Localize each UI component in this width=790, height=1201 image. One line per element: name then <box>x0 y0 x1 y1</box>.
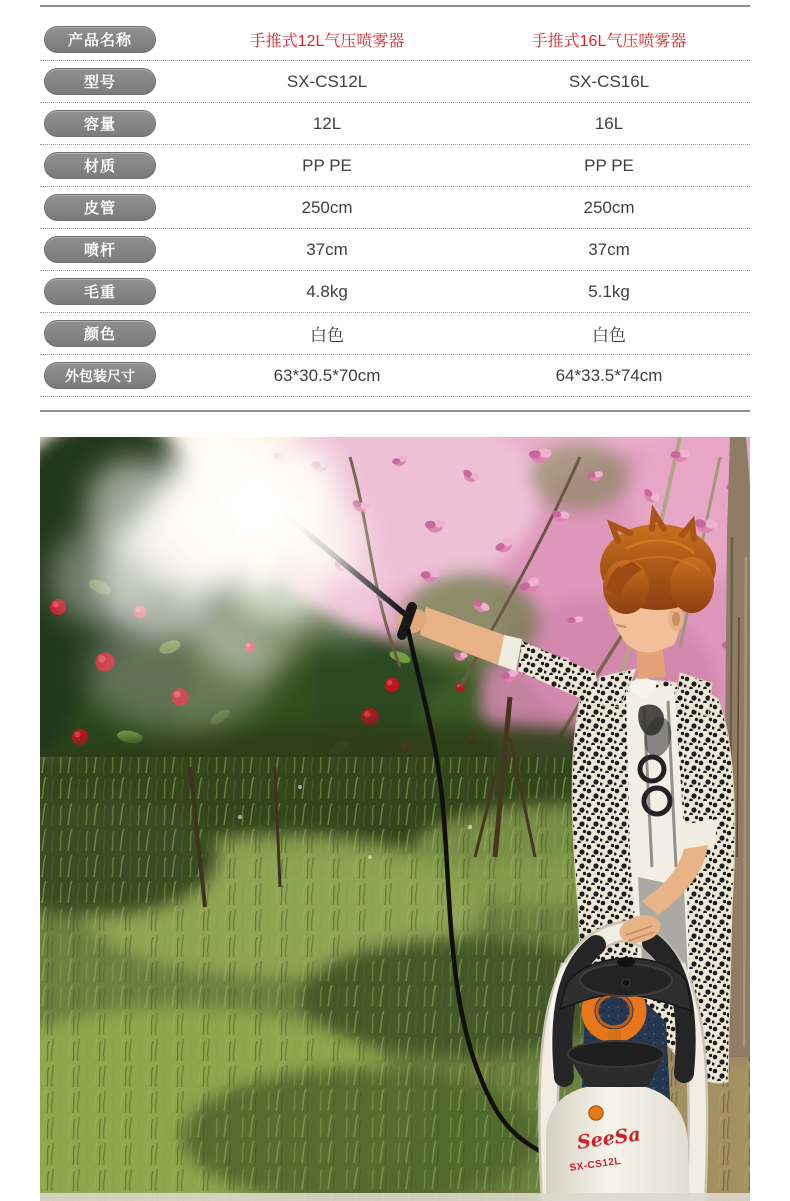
spec-row <box>40 61 750 103</box>
photo-bottom-edge <box>40 1193 750 1201</box>
sprayer-brand-text: SeeSa <box>575 1123 643 1154</box>
tank-orange-cap <box>589 1106 603 1120</box>
spec-value-col2: 250cm <box>583 197 635 217</box>
spec-label-badge: 产品名称 <box>44 26 156 53</box>
spec-row <box>40 103 750 145</box>
spec-row <box>40 19 750 61</box>
spec-value-col1: PP PE <box>302 155 352 175</box>
spec-value-col2: 37cm <box>588 239 630 259</box>
sprayer-model-text: SX-CS12L <box>568 1155 622 1174</box>
spec-label-badge: 皮管 <box>44 194 156 221</box>
spec-value-col2: 白色 <box>592 326 626 345</box>
spec-row <box>40 355 750 397</box>
spec-row <box>40 187 750 229</box>
spec-value-col2: 手推式16L气压喷雾器 <box>531 33 687 50</box>
spec-label-badge: 容量 <box>44 110 156 137</box>
spec-value-col1: 37cm <box>306 239 348 259</box>
spec-value-col2: SX-CS16L <box>568 71 650 91</box>
spec-value-col1: 4.8kg <box>306 281 348 301</box>
spec-table <box>40 5 750 412</box>
spec-row <box>40 229 750 271</box>
spec-label-badge: 型号 <box>44 68 156 95</box>
spec-value-col1: 白色 <box>310 326 344 345</box>
spec-value-col1: SX-CS12L <box>286 71 368 91</box>
spec-value-col2: 16L <box>594 113 624 133</box>
spec-row <box>40 271 750 313</box>
spec-label-badge: 外包装尺寸 <box>44 362 156 389</box>
spec-row <box>40 145 750 187</box>
spec-value-col1: 250cm <box>301 197 353 217</box>
spec-value-col2: 5.1kg <box>588 281 630 301</box>
spec-row <box>40 313 750 355</box>
spec-label-badge: 喷杆 <box>44 236 156 263</box>
spec-value-col1: 12L <box>312 113 342 133</box>
spec-value-col2: PP PE <box>584 155 634 175</box>
product-photo <box>40 437 750 1201</box>
spec-label-badge: 材质 <box>44 152 156 179</box>
spec-value-col2: 64*33.5*74cm <box>555 365 663 385</box>
spec-label-badge: 颜色 <box>44 320 156 347</box>
spec-value-col1: 63*30.5*70cm <box>273 365 381 385</box>
spec-value-col1: 手推式12L气压喷雾器 <box>249 33 405 50</box>
spec-label-badge: 毛重 <box>44 278 156 305</box>
